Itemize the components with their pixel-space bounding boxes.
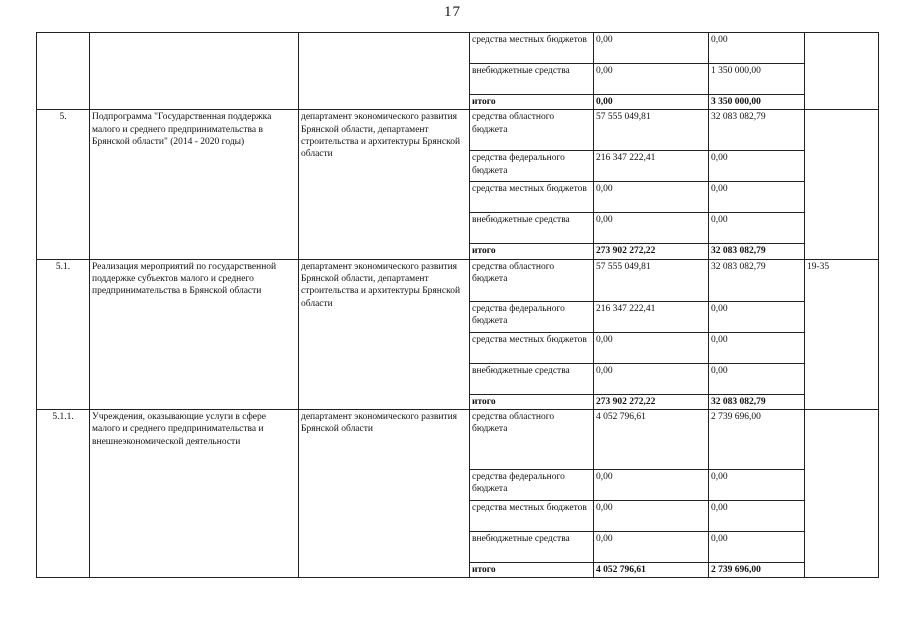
amount-2014-2017-cell: 0,00	[594, 532, 709, 563]
amount-2018-cell: 0,00	[709, 213, 805, 244]
ref-cell	[805, 410, 879, 578]
amount-2018-cell: 0,00	[709, 332, 805, 363]
amount-2018-cell: 0,00	[709, 182, 805, 213]
table-row	[37, 259, 879, 301]
funding-source-cell: средства федерального бюджета	[470, 151, 594, 182]
executor-cell: департамент экономического развития Брянской области, департамент строительства и архитектуры Брянской области	[299, 259, 470, 409]
funding-source-cell: внебюджетные средства	[470, 363, 594, 394]
amount-2014-2017-cell: 0,00	[594, 332, 709, 363]
amount-2018-cell: 0,00	[709, 33, 805, 64]
funding-source-cell: внебюджетные средства	[470, 532, 594, 563]
funding-source-cell: средства местных бюджетов	[470, 332, 594, 363]
amount-2014-2017-cell: 4 052 796,61	[594, 410, 709, 470]
executor-cell: департамент экономического развития Брянской области	[299, 410, 470, 578]
name-cell: Реализация мероприятий по государственной поддержке субъектов малого и среднего предпринимательства в Брянской области	[90, 259, 299, 409]
num-cell: 5.	[37, 110, 90, 259]
amount-2018-cell: 0,00	[709, 501, 805, 532]
funding-source-cell: итого	[470, 95, 594, 110]
amount-2018-cell: 32 083 082,79	[709, 259, 805, 301]
amount-2014-2017-cell: 57 555 049,81	[594, 110, 709, 151]
executor-cell	[299, 33, 470, 110]
funding-source-cell: средства федерального бюджета	[470, 470, 594, 501]
amount-2018-cell: 2 739 696,00	[709, 410, 805, 470]
ref-cell	[805, 33, 879, 110]
funding-source-cell: итого	[470, 244, 594, 259]
amount-2014-2017-cell: 0,00	[594, 182, 709, 213]
funding-source-cell: средства местных бюджетов	[470, 33, 594, 64]
amount-2018-cell: 3 350 000,00	[709, 95, 805, 110]
amount-2014-2017-cell: 0,00	[594, 470, 709, 501]
amount-2018-cell: 2 739 696,00	[709, 563, 805, 578]
amount-2014-2017-cell: 0,00	[594, 95, 709, 110]
name-cell	[90, 33, 299, 110]
funding-source-cell: средства областного бюджета	[470, 410, 594, 470]
funding-source-cell: итого	[470, 394, 594, 409]
budget-table	[36, 32, 879, 578]
name-cell: Учреждения, оказывающие услуги в сфере малого и среднего предпринимательства и внешнеэкономической деятельности	[90, 410, 299, 578]
table-row	[37, 33, 879, 64]
amount-2018-cell: 0,00	[709, 363, 805, 394]
executor-cell: департамент экономического развития Брянской области, департамент строительства и архитектуры Брянской области	[299, 110, 470, 259]
amount-2014-2017-cell: 216 347 222,41	[594, 301, 709, 332]
amount-2014-2017-cell: 57 555 049,81	[594, 259, 709, 301]
amount-2018-cell: 32 083 082,79	[709, 394, 805, 409]
amount-2018-cell: 32 083 082,79	[709, 110, 805, 151]
funding-source-cell: итого	[470, 563, 594, 578]
num-cell: 5.1.	[37, 259, 90, 409]
table-row	[37, 410, 879, 470]
amount-2018-cell: 1 350 000,00	[709, 64, 805, 95]
amount-2014-2017-cell: 0,00	[594, 33, 709, 64]
amount-2014-2017-cell: 0,00	[594, 501, 709, 532]
amount-2018-cell: 0,00	[709, 151, 805, 182]
amount-2014-2017-cell: 216 347 222,41	[594, 151, 709, 182]
amount-2018-cell: 0,00	[709, 301, 805, 332]
amount-2014-2017-cell: 4 052 796,61	[594, 563, 709, 578]
amount-2014-2017-cell: 0,00	[594, 64, 709, 95]
table-row	[37, 110, 879, 151]
ref-cell	[805, 110, 879, 259]
amount-2018-cell: 32 083 082,79	[709, 244, 805, 259]
funding-source-cell: средства областного бюджета	[470, 259, 594, 301]
amount-2014-2017-cell: 0,00	[594, 363, 709, 394]
funding-source-cell: средства местных бюджетов	[470, 501, 594, 532]
num-cell: 5.1.1.	[37, 410, 90, 578]
name-cell: Подпрограмма "Государственная поддержка малого и среднего предпринимательства в Брянской области" (2014 - 2020 годы)	[90, 110, 299, 259]
funding-source-cell: внебюджетные средства	[470, 64, 594, 95]
amount-2014-2017-cell: 273 902 272,22	[594, 394, 709, 409]
funding-source-cell: внебюджетные средства	[470, 213, 594, 244]
page-number: 17	[444, 4, 461, 20]
amount-2014-2017-cell: 273 902 272,22	[594, 244, 709, 259]
amount-2018-cell: 0,00	[709, 532, 805, 563]
ref-cell: 19-35	[805, 259, 879, 409]
amount-2018-cell: 0,00	[709, 470, 805, 501]
num-cell	[37, 33, 90, 110]
funding-source-cell: средства федерального бюджета	[470, 301, 594, 332]
funding-source-cell: средства местных бюджетов	[470, 182, 594, 213]
amount-2014-2017-cell: 0,00	[594, 213, 709, 244]
funding-source-cell: средства областного бюджета	[470, 110, 594, 151]
